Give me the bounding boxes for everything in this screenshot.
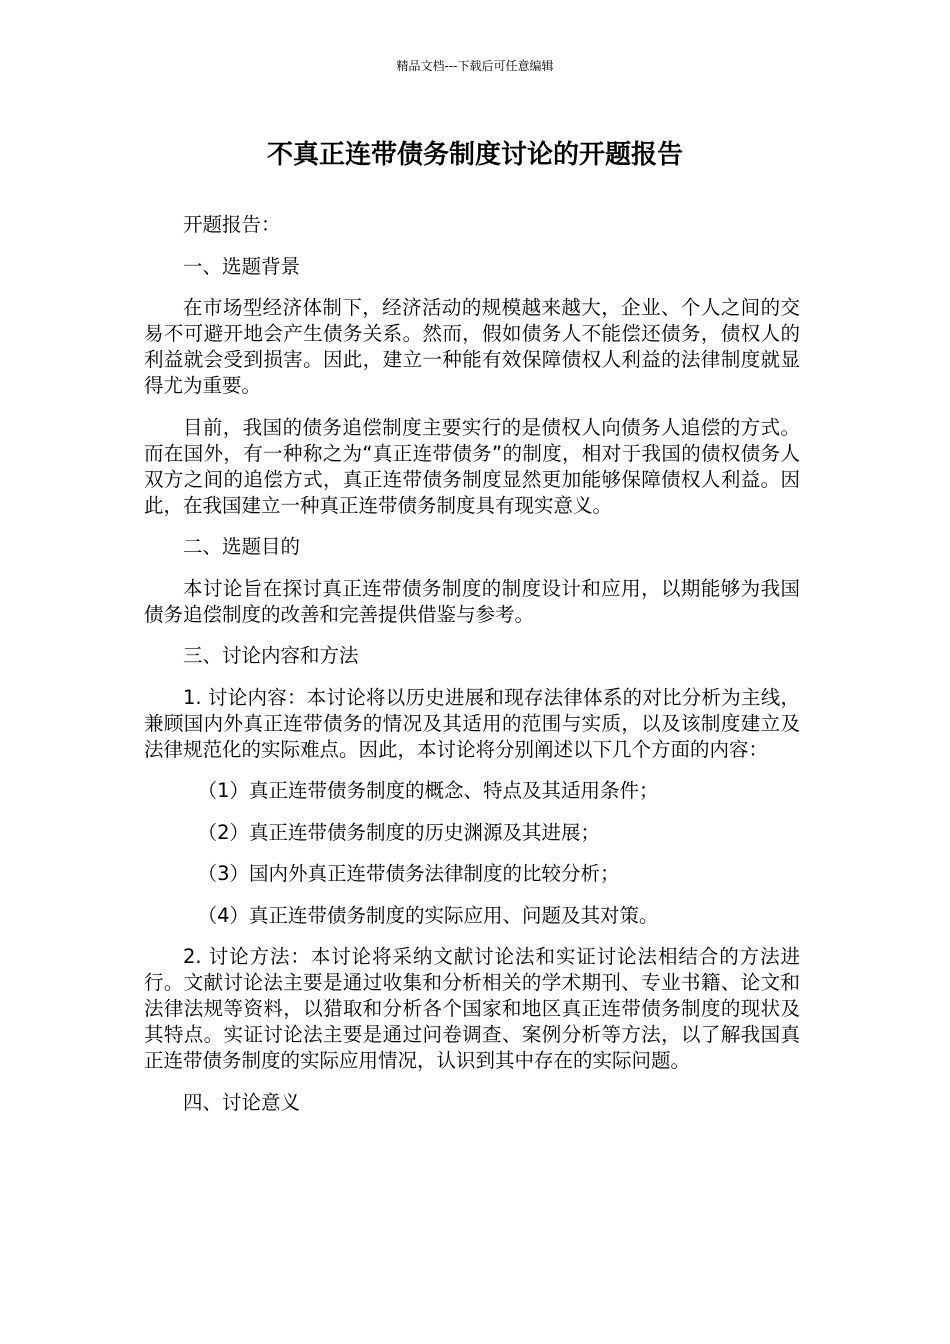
report-label: 开题报告： [183,213,281,236]
background-para-2: 目前，我国的债务追偿制度主要实行的是债权人向债务人追偿的方式。而在国外，有一种称之为“真正连带债务”的制度，相对于我国的债权债务人双方之间的追偿方式，真正连带债务制度显然更加能够保障债权人利益。因此，在我国建立一种真正连带债务制度具有现实意义。 [144,415,800,517]
document-body [144,212,800,1131]
section-4-heading: 四、讨论意义 [183,1090,301,1114]
background-para-1: 在市场型经济体制下，经济活动的规模越来越大，企业、个人之间的交易不可避开地会产生债务关系。然而，假如债务人不能偿还债务，债权人的利益就会受到损害。因此，建立一种能有效保障债权人利益的法律制度就显得尤为重要。 [144,296,800,397]
content-item-3: （3）国内外真正连带债务法律制度的比较分析； [197,862,620,885]
content-item-4: （4）真正连带债务制度的实际应用、问题及其对策。 [197,903,659,927]
content-item-1: （1）真正连带债务制度的概念、特点及其适用条件； [197,779,659,802]
document-title: 不真正连带债务制度讨论的开题报告 [266,140,683,170]
content-para: 1. 讨论内容：本讨论将以历史进展和现存法律体系的对比分析为主线，兼顾国内外真正连带债务的情况及其适用的范围与实质，以及该制度建立及法律规范化的实际难点。因此，本讨论将分别阐述以下几个方面的内容： [144,685,800,761]
header-note: 精品文档---下载后可任意编辑 [396,59,554,73]
content-item-2: （2）真正连带债务制度的历史渊源及其进展； [197,820,601,844]
section-2-heading: 二、选题目的 [183,535,301,558]
section-3-heading: 三、讨论内容和方法 [183,644,359,667]
purpose-para: 本讨论旨在探讨真正连带债务制度的制度设计和应用，以期能够为我国债务追偿制度的改善和完善提供借鉴与参考。 [144,576,800,626]
section-1-heading: 一、选题背景 [183,254,301,278]
method-para: 2. 讨论方法：本讨论将采纳文献讨论法和实证讨论法相结合的方法进行。文献讨论法主要是通过收集和分析相关的学术期刊、专业书籍、论文和法律法规等资料，以猎取和分析各个国家和地区真正连带债务制度的现状及其特点。实证讨论法主要是通过问卷调查、案例分析等方法，以了解我国真正连带债务制度的实际应用情况，认识到其中存在的实际问题。 [144,945,800,1072]
